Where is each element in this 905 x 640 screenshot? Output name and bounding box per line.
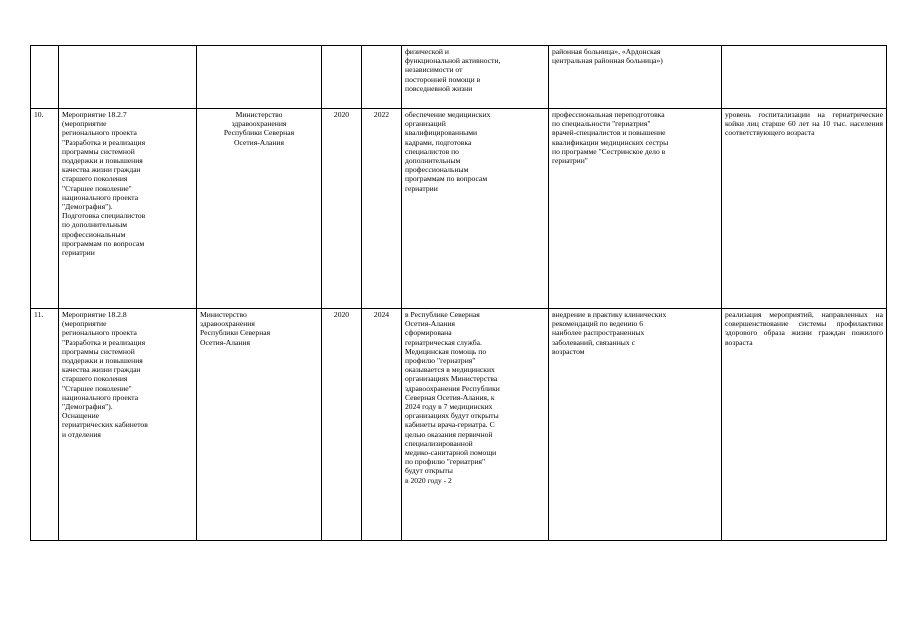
cell-executor: [197, 46, 322, 109]
cell-result: районная больница», «Ардонская центральная районная больница»): [549, 46, 722, 109]
cell-executor: Министерство здравоохранения Республики Северная Осетия-Алания: [197, 109, 322, 309]
cell-number: 11.: [31, 309, 59, 541]
cell-end-year: [362, 46, 402, 109]
cell-indicator: реализация мероприятий, направленных на совершенствование системы профилактики здорового образа жизни граждан пожилого возраста: [722, 309, 887, 541]
cell-start-year: 2020: [322, 309, 362, 541]
cell-event: Мероприятие 18.2.8 (мероприятие регионального проекта "Разработка и реализация программы системной поддержки и повышения качества жизни граждан старшего поколения "Старшее поколение" национального проекта "Демография"). Оснащение гериатрических кабинетов и отделения: [59, 309, 197, 541]
program-events-table: [30, 45, 887, 541]
table-row: [31, 46, 887, 109]
cell-content: физической и функциональной активности, независимости от посторонней помощи в повседневной жизни: [402, 46, 549, 109]
cell-result: профессиональная переподготовка по специальности "гериатрия" врачей-специалистов и повышение квалификации медицинских сестры по программе "Сестринское дело в гериатрии": [549, 109, 722, 309]
table-row: [31, 109, 887, 309]
cell-start-year: [322, 46, 362, 109]
cell-content: обеспечение медицинских организаций квалифицированными кадрами, подготовка специалистов по дополнительным профессиональным программам по вопросам гериатрии: [402, 109, 549, 309]
cell-end-year: 2024: [362, 309, 402, 541]
cell-event: [59, 46, 197, 109]
table-row: [31, 309, 887, 541]
cell-number: 10.: [31, 109, 59, 309]
cell-start-year: 2020: [322, 109, 362, 309]
cell-event: Мероприятие 18.2.7 (мероприятие регионального проекта "Разработка и реализация программы системной поддержки и повышения качества жизни граждан старшего поколения "Старшее поколение" национального проекта "Демография"). Подготовка специалистов по дополнительным профессиональным программам по вопросам гериатрии: [59, 109, 197, 309]
cell-executor: Министерство здравоохранения Республики Северная Осетия-Алания: [197, 309, 322, 541]
cell-indicator: [722, 46, 887, 109]
cell-number: [31, 46, 59, 109]
cell-content: в Республике Северная Осетия-Алания сформирована гериатрическая служба. Медицинская помощь по профилю "гериатрия" оказывается в медицинских организациях Министерства здравоохранения Республики Северная Осетия-Алания, к 2024 году в 7 медицинских организациях будут открыты кабинеты врача-гериатра. С целью оказания первичной специализированной медико-санитарной помощи по профилю "гериатрия" будут открыты в 2020 году - 2: [402, 309, 549, 541]
cell-end-year: 2022: [362, 109, 402, 309]
cell-indicator: уровень госпитализации на гериатрические койки лиц старше 60 лет на 10 тыс. населения соответствующего возраста: [722, 109, 887, 309]
cell-result: внедрение в практику клинических рекомендаций по ведению 6 наиболее распространенных заболеваний, связанных с возрастом: [549, 309, 722, 541]
